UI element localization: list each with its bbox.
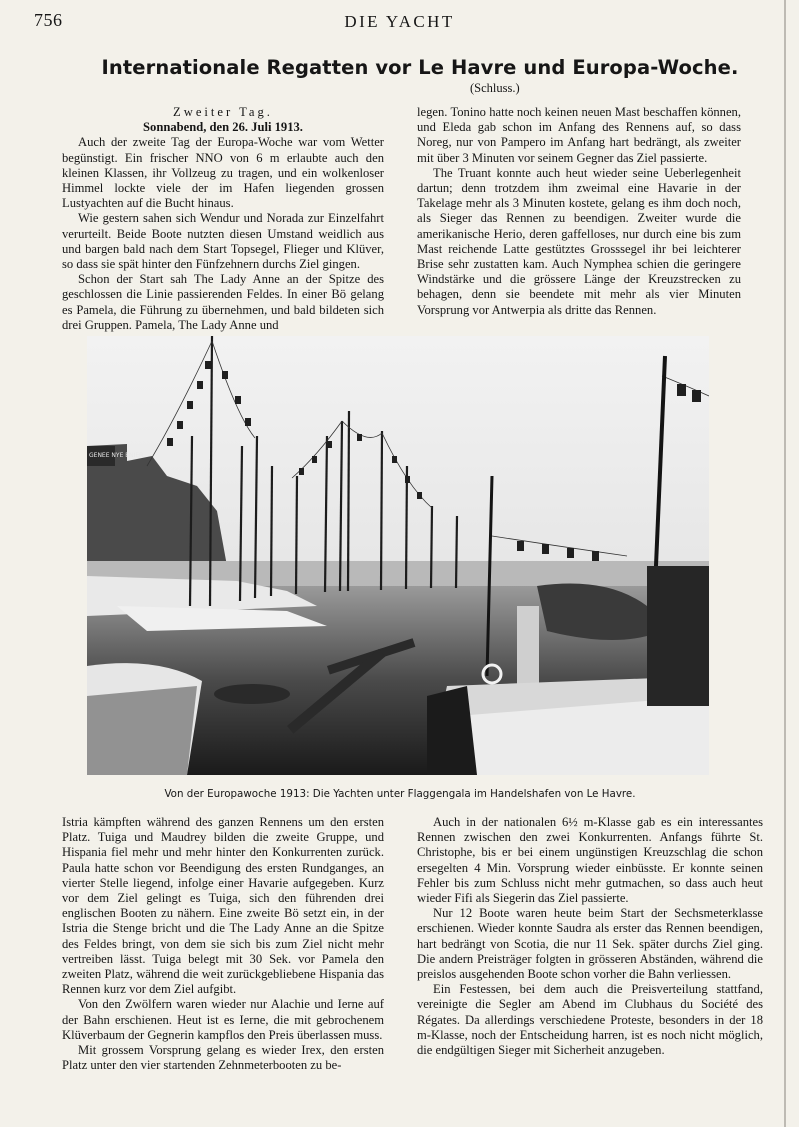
- paragraph: Auch der zweite Tag der Europa-Woche war vom Wetter begünstigt. Ein frischer NNO von 6 m erlaubte auch den kleinen Klassen, ihr Vollzeug zu tragen, und ein wolkenloser Himmel lockte viele der im Hafen liegenden grossen Lustyachten auf die Bucht hinaus.: [62, 135, 384, 211]
- text-column-top-right: [417, 105, 741, 318]
- paragraph: Schon der Start sah The Lady Anne an der Spitze des geschlossen die Linie passierenden Feldes. In einer Bö gelang es Pamela, die Führung zu übernehmen, und bald bildeten sich drei Gruppen. Pamela, The Lady Anne und: [62, 272, 384, 332]
- article-title: Internationale Regatten vor Le Havre und Europa-Woche.: [101, 56, 739, 79]
- building-sign-text: GENEE NYE ENIER: [89, 452, 144, 459]
- harbor-photograph: [87, 336, 709, 775]
- paragraph: legen. Tonino hatte noch keinen neuen Mast beschaffen können, und Eleda gab schon im Anfang des Rennens auf, so dass Noreg, nur von Pampero im Anfang hart bedrängt, als zweiter mit über 3 Minuten vor seinem Gegner das Ziel passierte.: [417, 105, 741, 165]
- date-heading: Sonnabend, den 26. Juli 1913.: [143, 120, 303, 135]
- day-heading: Zweiter Tag.: [173, 105, 273, 119]
- page-edge-divider: [784, 0, 786, 1127]
- paragraph: Wie gestern sahen sich Wendur und Norada zur Einzelfahrt verurteilt. Beide Boote nutzten diesen Umstand weidlich aus und bargen bald nach dem Start Topsegel, Flieger und Klüver, so dass sie spät hinter den Fünfzehnern durchs Ziel gingen.: [62, 211, 384, 272]
- paragraph: Ein Festessen, bei dem auch die Preisverteilung stattfand, vereinigte die Segler am Abend im Clubhaus du Société des Régates. Da allerdings verschiedene Proteste, besonders in der 18 m-Klasse, noch der Entscheidung harren, ist es noch nicht möglich, die endgültigen Sieger mit Sicherheit anzugeben.: [417, 982, 763, 1058]
- paragraph: Auch in der nationalen 6½ m-Klasse gab es ein interessantes Rennen zwischen den zwei Konkurrenten. Anfangs führte St. Christophe, bis er bei einem ungünstigen Kreuzschlag die schon ersegelten 4 Min. Vorsprung wieder einbüsste. Er konnte seinen Fehler bis zum Schluss nicht mehr gutmachen, so dass auch heut wieder Fifi als Siegerin das Ziel passierte.: [417, 815, 763, 906]
- page-number: 756: [34, 10, 63, 30]
- paragraph: Mit grossem Vorsprung gelang es wieder Irex, den ersten Platz unter den vier startenden Zehnmeterbooten zu be-: [62, 1043, 384, 1073]
- paragraph: The Truant konnte auch heut wieder seine Ueberlegenheit dartun; denn trotzdem ihm zweimal eine Havarie in der Takelage mehr als 3 Minuten kostete, gelang es ihm doch noch, als Sieger das Rennen zu beendigen. Zweiter wurde die amerikanische Herio, deren gaffelloses, nur durch eine bis zum Mast reichende Latte gestütztes Grosssegel ihr bei leichterer Brise sehr zustatten kam. Auch Nymphea schien die geringere Windstärke und die grössere Länge der Kreuzstrecken zu behagen, denn sie beendete mit mehr als vier Minuten Vorsprung vor Antwerpia als dritte das Rennen.: [417, 165, 741, 317]
- paragraph: Istria kämpften während des ganzen Rennens um den ersten Platz. Tuiga und Maudrey bilden die zweite Gruppe, und Hispania fiel mehr und mehr hinter den Konkurrenten zurück. Paula hatte schon vor Beendigung des ersten Rundganges, an vierter Stelle liegend, infolge einer Havarie aufgegeben. Kurz vor dem Ziel gelingt es Tuiga, sich den führenden drei englischen Booten zu nähern. Eine zweite Bö setzt ein, in der Istria die Stenge bricht und die The Lady Anne an die Spitze des Feldes bringt, von dem sie sich bis zum Ziel nicht mehr vertreiben lässt. Tuiga belegt mit 30 Sek. vor Pamela den zweiten Platz, während die weit zurückgebliebene Hispania das Rennen kurz vor dem Ziel aufgibt.: [62, 815, 384, 997]
- text-column-bottom-left: [62, 815, 384, 1073]
- article-subtitle: (Schluss.): [470, 81, 520, 95]
- text-column-top-left: [62, 105, 384, 333]
- paragraph: Von den Zwölfern waren wieder nur Alachie und Ierne auf der Bahn erschienen. Heut ist es Ierne, die mit gebrochenem Klüverbaum der Gegnerin kampflos den Preis überlassen muss.: [62, 997, 384, 1042]
- harbor-photo-illustration: [87, 336, 709, 775]
- foreground-rowboat: [87, 663, 202, 775]
- photo-caption: Von der Europawoche 1913: Die Yachten unter Flaggengala im Handelshafen von Le Havre.: [164, 788, 636, 800]
- paragraph: Nur 12 Boote waren heute beim Start der Sechsmeterklasse erschienen. Wieder konnte Saudra als erster das Rennen beendigen, hart bedrängt von Scotia, die nur 11 Sek. später durchs Ziel ging. Die andern Preisträger folgten in grösseren Abständen, während die preislos ausgehenden Boote schon vorher die Bahn verliessen.: [417, 906, 763, 982]
- journal-running-head: DIE YACHT: [344, 12, 455, 31]
- text-column-bottom-right: [417, 815, 763, 1058]
